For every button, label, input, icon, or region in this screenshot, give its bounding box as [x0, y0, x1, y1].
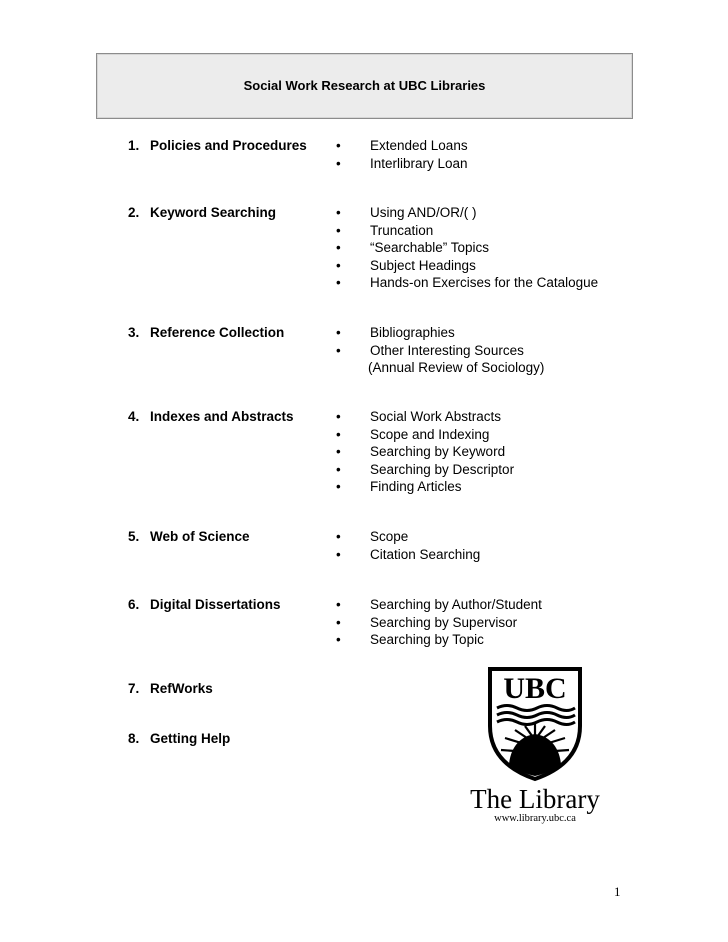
list-item: • Searching by Author/Student [336, 597, 542, 612]
bullet-icon: • [336, 461, 341, 477]
topic-list [336, 324, 544, 377]
bullet-icon: • [336, 138, 341, 153]
list-item: • Bibliographies [336, 325, 455, 340]
section-number: 8. [128, 731, 140, 746]
svg-text:UBC: UBC [503, 672, 567, 705]
section-number: 4. [128, 409, 140, 424]
bullet-icon: • [336, 597, 341, 612]
list-item: • Using AND/OR/( ) [336, 205, 477, 220]
section-number: 3. [128, 325, 140, 340]
bullet-icon: • [336, 342, 341, 358]
bullet-icon: • [336, 529, 341, 544]
list-item: • Subject Headings [336, 257, 476, 273]
list-item: • Other Interesting Sources [336, 342, 524, 358]
library-url: www.library.ubc.ca [494, 813, 576, 824]
list-item-note: (Annual Review of Sociology) [368, 360, 545, 375]
topic-list [336, 137, 468, 172]
list-item: • Scope [336, 529, 409, 544]
topic-list [336, 204, 598, 292]
list-item: • Searching by Keyword [336, 444, 506, 459]
bullet-icon: • [336, 275, 341, 290]
page-number: 1 [614, 884, 621, 899]
topic-list [336, 528, 480, 563]
bullet-icon: • [336, 325, 341, 340]
list-item: • “Searchable” Topics [336, 240, 490, 255]
bullet-icon: • [336, 614, 341, 630]
bullet-icon: • [336, 546, 341, 562]
ubc-shield-icon [487, 666, 583, 782]
bullet-icon: • [336, 426, 341, 442]
bullet-icon: • [336, 257, 341, 273]
bullet-icon: • [336, 632, 341, 647]
list-item: • Searching by Descriptor [336, 461, 515, 477]
list-item: • Extended Loans [336, 138, 468, 153]
library-name: The Library [470, 784, 600, 814]
bullet-icon: • [336, 444, 341, 459]
section-number: 1. [128, 138, 140, 153]
bullet-icon: • [336, 155, 341, 171]
page-title: Social Work Research at UBC Libraries [243, 78, 486, 93]
bullet-icon: • [336, 409, 341, 424]
bullet-icon: • [336, 222, 341, 238]
section-heading: RefWorks [150, 681, 213, 696]
list-item: • Searching by Topic [336, 632, 484, 647]
list-item: • Scope and Indexing [336, 426, 490, 442]
section-heading: Policies and Procedures [150, 138, 307, 153]
section-heading: Digital Dissertations [150, 597, 281, 612]
section-number: 7. [128, 681, 140, 696]
section-number: 5. [128, 529, 140, 544]
section-heading: Web of Science [150, 529, 250, 544]
list-item: • Truncation [336, 222, 434, 238]
section-number: 6. [128, 597, 140, 612]
section-heading: Reference Collection [150, 325, 285, 340]
section-heading: Keyword Searching [150, 205, 277, 220]
list-item: • Finding Articles [336, 479, 462, 494]
bullet-icon: • [336, 205, 341, 220]
section-heading: Indexes and Abstracts [150, 409, 294, 424]
list-item: • Hands-on Exercises for the Catalogue [336, 275, 599, 290]
title-box [96, 53, 633, 119]
topic-list [336, 408, 514, 496]
topic-list [336, 596, 542, 649]
bullet-icon: • [336, 479, 341, 494]
list-item: • Searching by Supervisor [336, 614, 518, 630]
section-heading: Getting Help [150, 731, 231, 746]
list-item: • Social Work Abstracts [336, 409, 502, 424]
bullet-icon: • [336, 240, 341, 255]
list-item: • Citation Searching [336, 546, 481, 562]
section-number: 2. [128, 205, 140, 220]
list-item: • Interlibrary Loan [336, 155, 468, 171]
